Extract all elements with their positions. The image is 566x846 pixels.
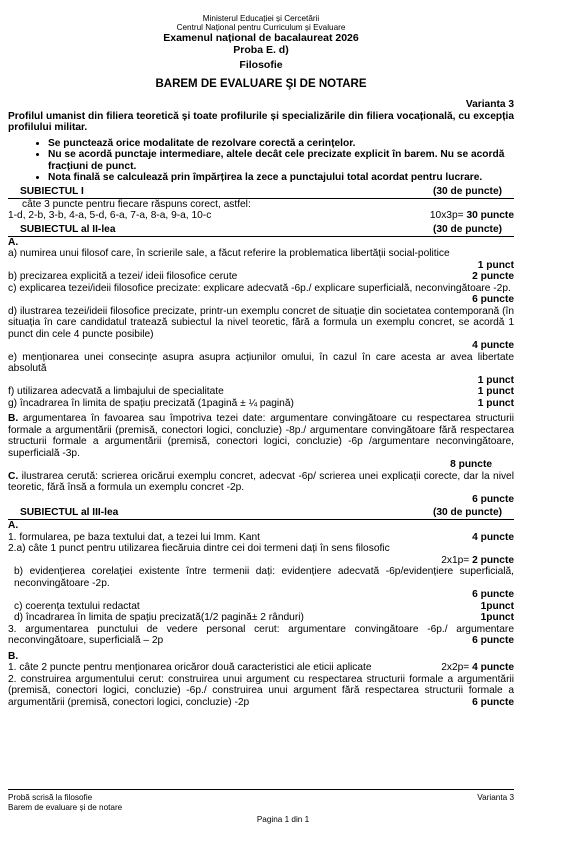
section-1-header [8, 186, 514, 199]
instruction-item: • Nota finală se calculează prin împărțirea la zece a punctajului total acordat pentru lucrare. [48, 172, 514, 184]
s2-item-e: e) menționarea unei consecințe asupra asupra acțiunilor omului, în cazul în care acesta ar avea libertate absolută [8, 351, 514, 374]
section-title: SUBIECTUL I [20, 185, 84, 197]
page-number: Pagina 1 din 1 [256, 815, 310, 824]
s3-item-2a-points: 2 puncte [472, 554, 514, 566]
s2-part-c-label: C. [8, 470, 19, 482]
s2-item-a: a) numirea unui filosof care, în scrierile sale, a făcut referire la problematica libertății social-politice [8, 248, 450, 259]
s3-item-1-points: 4 puncte [472, 531, 514, 543]
s2-item-g: g) încadrarea în limita de spațiu precizată (1pagină ± ¼ pagină) [8, 397, 294, 409]
instruction-item: • Se punctează orice modalitate de rezolvare corectă a cerințelor. [48, 138, 514, 150]
instructions-list [8, 138, 514, 184]
subject-name: Filosofie [239, 59, 283, 71]
s3-item-b1-row [8, 662, 514, 674]
section-title: SUBIECTUL al II-lea [20, 223, 116, 235]
s3-item-2c: c) coerența textului redactat [14, 600, 140, 612]
s3-item-1: 1. formularea, pe baza textului dat, a tezei lui Imm. Kant [8, 531, 260, 543]
s2-item-b: b) precizarea explicită a tezei/ ideii filosofice cerute [8, 271, 238, 282]
s3-part-b-label: B. [8, 650, 19, 662]
s2-item-d: d) ilustrarea tezei/ideii filosofice precizate, printr-un exemplu concret de situație din societatea contemporană (în situația în care candidatul tratează subiectul la nivel teoretic, fără a formula un exemplu concret, se acordă 1 punct din cele 4 puncte posibile) [8, 305, 514, 340]
s3-item-2d-points: 1punct [480, 612, 514, 623]
footer-variant: Varianta 3 [477, 793, 514, 802]
section-points: (30 de puncte) [432, 507, 502, 518]
s3-item-1-row [8, 532, 514, 544]
variant-label: Varianta 3 [465, 99, 514, 110]
page-title: BAREM DE EVALUARE ŞI DE NOTARE [155, 78, 367, 90]
instruction-item: • Nu se acordă punctaje intermediare, altele decât cele precizate explicit în barem. Nu se acordă fracțiuni de punct. [48, 149, 514, 172]
s3-item-b2: 2. construirea argumentului cerut: construirea unui argument cu respectarea structurii formale a argumentării (premisă, conectori logici, concluzie) -6p./ construirea unui argument fără respectarea structurii formale a argumentării (premisă, conectori logici, concluzie) -2p [8, 673, 514, 708]
footer-doc: Barem de evaluare și de notare [8, 803, 123, 812]
s2-item-e-points: 1 punct [477, 374, 514, 386]
s3-item-2b-points: 6 puncte [472, 589, 514, 600]
s3-item-2c-row [8, 601, 514, 613]
center-name: Centrul Național pentru Curriculum și Evaluare [176, 23, 346, 32]
page-footer [8, 789, 514, 813]
s3-part-a-label: A. [8, 520, 19, 531]
s2-item-f-points: 1 punct [477, 386, 514, 397]
s3-item-2a-calc: 2x1p= [441, 554, 470, 566]
s2-item-f-row [8, 386, 514, 398]
s3-item-2d: d) încadrarea în limita de spațiu precizată(1/2 pagină± 2 rânduri) [14, 612, 304, 623]
s1-answers-row [8, 210, 514, 222]
s2-item-c: c) explicarea tezei/ideii filosofice precizate: explicare adecvată -6p./ explicare superficială, neconvingătoare -2p. [8, 282, 511, 294]
section-points: (30 de puncte) [432, 223, 502, 235]
s2-item-g-row [8, 398, 514, 410]
s2-item-a-points: 1 punct [477, 259, 514, 271]
s2-item-b-points: 2 puncte [472, 271, 514, 282]
s2-part-c [8, 471, 514, 494]
s2-item-d-points: 4 puncte [472, 340, 514, 351]
s3-item-b1: 1. câte 2 puncte pentru menționarea oricăror două caracteristici ale eticii aplicate [8, 662, 372, 673]
profile-text: Profilul umanist din filiera teoretică și toate profilurile și specializările din filiera vocațională, cu excepția profilului militar. [8, 110, 514, 133]
s3-item-3-points: 6 puncte [472, 635, 514, 646]
s3-item-b1-points: 4 puncte [472, 662, 514, 673]
section-2-header [8, 224, 514, 237]
s2-part-a-label: A. [8, 236, 19, 248]
section-3-header [8, 507, 514, 520]
s1-total: 30 puncte [466, 210, 514, 221]
s3-item-2b: b) evidențierea corelației existente între termenii dați: evidențiere adecvată -6p/evidențiere superficială, neconvingătoare -2p. [14, 566, 514, 589]
s2-part-c-points: 6 puncte [472, 493, 514, 505]
s1-rule: câte 3 puncte pentru fiecare răspuns corect, astfel: [22, 198, 251, 210]
proba-label: Proba E. d) [233, 44, 289, 56]
footer-exam: Probă scrisă la filosofie [8, 793, 93, 802]
s1-calc: 10x3p= [429, 210, 464, 221]
s3-item-2a: 2.a) câte 1 punct pentru utilizarea fiecăruia dintre cei doi termeni dați în sens filosofic [8, 543, 390, 554]
document-body [8, 14, 514, 708]
s3-item-2a-score [8, 555, 514, 567]
ministry-name: Ministerul Educației și Cercetării [202, 14, 320, 23]
s2-item-f: f) utilizarea adecvată a limbajului de specialitate [8, 386, 224, 397]
s2-part-b-points: 8 puncte [450, 459, 492, 470]
s3-item-3: 3. argumentarea punctului de vedere personal cerut: argumentare convingătoare -6p./ argumentare neconvingătoare, superficială – 2p [8, 623, 514, 646]
s3-item-2c-points: 1punct [480, 600, 514, 612]
s3-item-2d-row [8, 612, 514, 624]
s2-item-g-points: 1 punct [477, 397, 514, 409]
s2-item-c-points: 6 puncte [472, 294, 514, 305]
s3-item-b1-calc: 2x2p= [441, 662, 470, 673]
s3-item-b2-points: 6 puncte [472, 696, 514, 708]
section-points: (30 de puncte) [432, 185, 502, 197]
s2-part-b [8, 413, 514, 459]
exam-name: Examenul național de bacalaureat 2026 [163, 32, 359, 44]
s2-part-b-label: B. [8, 413, 19, 424]
s2-part-c-text: ilustrarea cerută: scrierea oricărui exemplu concret, adecvat -6p/ scrierea unei explicații corecte, dar la nivel teoretic, fără însă a formula un exemplu concret -2p. [8, 470, 514, 493]
s2-item-b-row [8, 271, 514, 283]
section-title: SUBIECTUL al III-lea [20, 507, 119, 518]
s2-part-b-text: argumentarea în favoarea sau împotriva tezei date: argumentare convingătoare cu respectarea structurii formale a argumentării (premisă, conectori logici, concluzie) -8p./ argumentare convingătoare fără respectarea structurii formale a argumentării (premisă, conectori logici, concluzie) -6p /argumentare neconvingătoare, superficială -3p. [8, 413, 514, 459]
s1-answers: 1-d, 2-b, 3-b, 4-a, 5-d, 6-a, 7-a, 8-a, 9-a, 10-c [8, 210, 212, 221]
